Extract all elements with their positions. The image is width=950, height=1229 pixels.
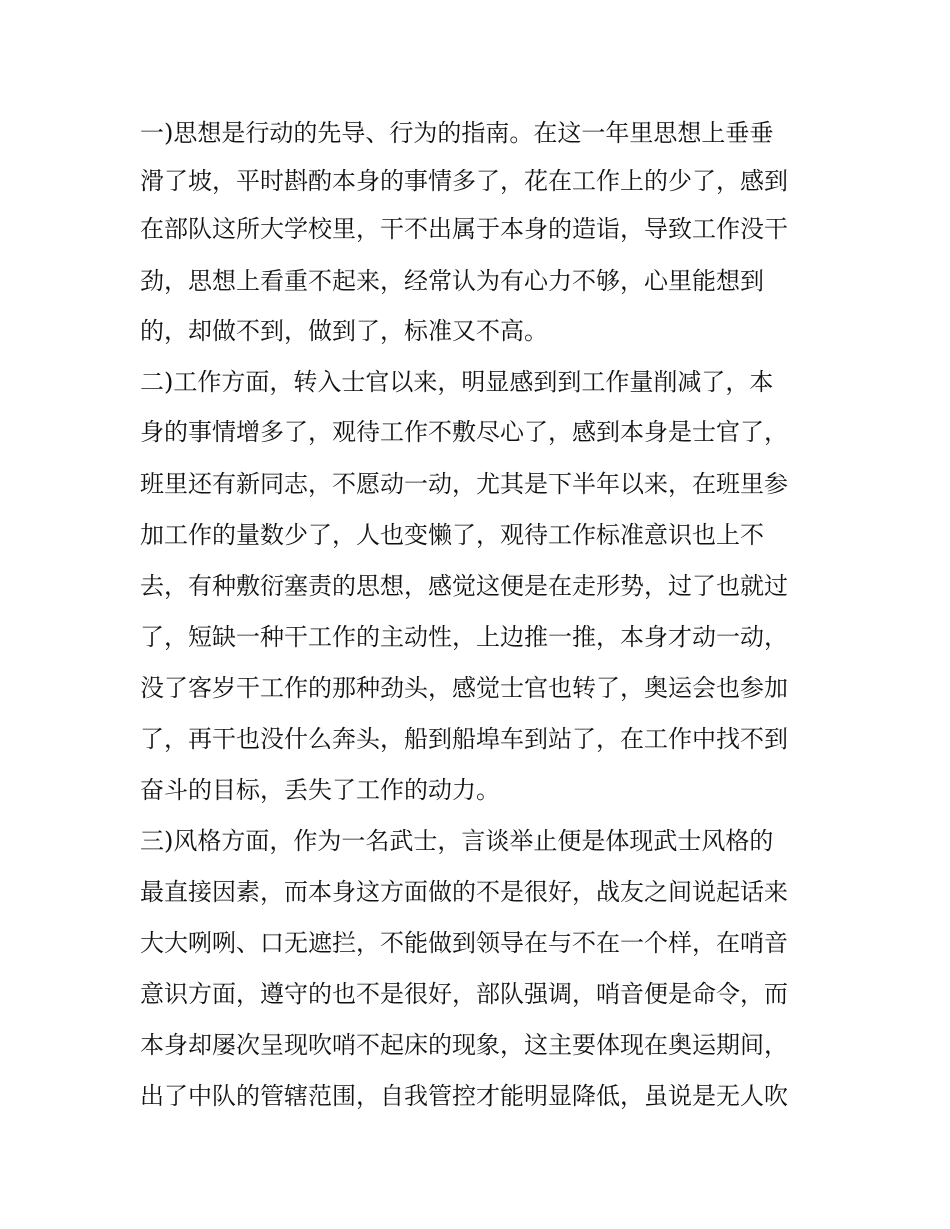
text-line: 三)风格方面，作为一名武士，言谈举止便是体现武士风格的	[140, 827, 774, 855]
text-line: 班里还有新同志，不愿动一动，尤其是下半年以来，在班里参	[140, 470, 788, 498]
text-line: 奋斗的目标，丢失了工作的动力。	[140, 776, 500, 804]
text-line: 二)工作方面，转入士官以来，明显感到到工作量削减了，本	[140, 368, 774, 396]
text-line: 本身却屡次呈现吹哨不起床的现象，这主要体现在奥运期间，	[140, 1031, 788, 1059]
text-line: 意识方面，遵守的也不是很好，部队强调，哨音便是命令，而	[140, 980, 788, 1008]
text-line: 身的事情增多了，观待工作不敷尽心了，感到本身是士官了，	[140, 418, 788, 446]
text-line: 了，短缺一种干工作的主动性，上边推一推，本身才动一动，	[140, 623, 788, 651]
text-line: 在部队这所大学校里，干不出属于本身的造诣，导致工作没干	[140, 215, 788, 243]
text-line: 一)思想是行动的先导、行为的指南。在这一年里思想上垂垂	[140, 119, 774, 147]
text-line: 滑了坡，平时斟酌本身的事情多了，花在工作上的少了，感到	[140, 167, 788, 195]
text-line: 加工作的量数少了，人也变懒了，观待工作标准意识也上不	[140, 521, 764, 549]
text-line: 了，再干也没什么奔头，船到船埠车到站了，在工作中找不到	[140, 725, 788, 753]
text-line: 最直接因素，而本身这方面做的不是很好，战友之间说起话来	[140, 878, 788, 906]
text-line: 出了中队的管辖范围，自我管控才能明显降低，虽说是无人吹	[140, 1082, 788, 1110]
text-line: 没了客岁干工作的那种劲头，感觉士官也转了，奥运会也参加	[140, 674, 788, 702]
text-line: 大大咧咧、口无遮拦，不能做到领导在与不在一个样，在哨音	[140, 929, 788, 957]
text-line: 劲，思想上看重不起来，经常认为有心力不够，心里能想到	[140, 267, 764, 295]
text-line: 去，有种敷衍塞责的思想，感觉这便是在走形势，过了也就过	[140, 572, 788, 600]
text-line: 的，却做不到，做到了，标准又不高。	[140, 317, 548, 345]
